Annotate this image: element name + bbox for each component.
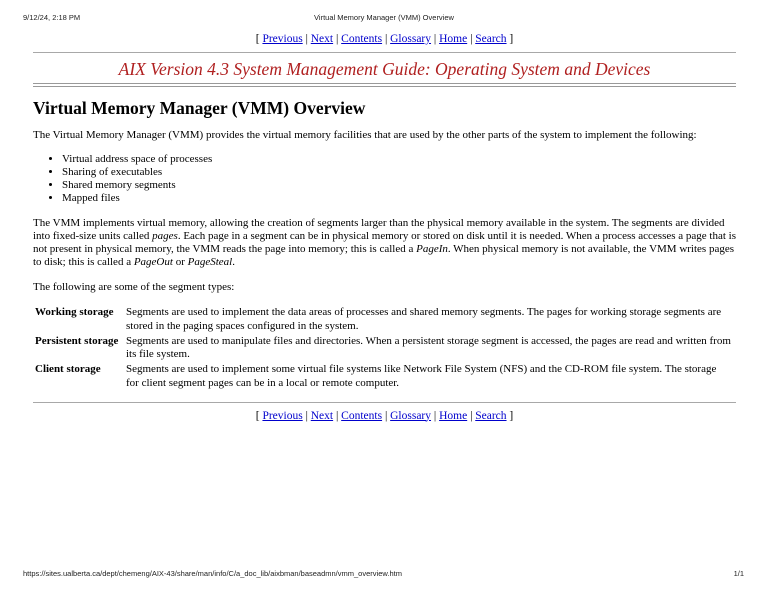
nav-open-bracket: [ (255, 409, 260, 422)
nav-next-link[interactable]: Next (310, 409, 334, 422)
list-item: • Mapped files (62, 192, 736, 205)
intro-paragraph: The Virtual Memory Manager (VMM) provides the virtual memory facilities that are used by the other parts of the system to implement the following: (33, 129, 697, 141)
nav-separator: | (305, 33, 308, 45)
bottom-navigation-bar (33, 409, 736, 424)
vmm-paragraph: The VMM implements virtual memory, allowing the creation of segments larger than the physical memory available in the system. The segments are divided into fixed-size units called pages. Each page in a segment can be in physical memory or stored on disk until it is needed. When a process accesses a page that is not present in physical memory, the VMM reads the page into memory; this is called a PageIn. When physical memory is not available, the VMM writes pages to disk; this is called a PageOut or PageSteal. (33, 217, 736, 268)
print-footer-page-number: 1/1 (733, 569, 744, 578)
nav-search-link[interactable]: Search (475, 33, 507, 45)
segment-types-table (33, 306, 731, 392)
nav-contents-link[interactable]: Contents (341, 33, 383, 45)
nav-close-bracket: ] (509, 33, 514, 45)
list-item: • Shared memory segments (62, 179, 736, 192)
nav-previous-link[interactable]: Previous (262, 409, 303, 422)
page-content (33, 32, 736, 424)
feature-list (33, 153, 736, 205)
top-navigation-bar (33, 32, 736, 47)
nav-previous-link[interactable]: Previous (262, 33, 303, 45)
nav-separator: | (335, 409, 339, 422)
nav-close-bracket: ] (509, 409, 514, 422)
print-header-title: Virtual Memory Manager (VMM) Overview (314, 13, 454, 22)
nav-home-link[interactable]: Home (439, 33, 468, 45)
nav-separator: | (335, 33, 339, 45)
term-pagesteal: PageSteal (187, 256, 233, 268)
table-row (33, 306, 731, 335)
nav-separator: | (384, 33, 388, 45)
nav-separator: | (433, 409, 437, 422)
nav-separator: | (384, 409, 388, 422)
page-title: Virtual Memory Manager (VMM) Overview (33, 98, 366, 118)
nav-separator: | (305, 409, 308, 422)
nav-glossary-link[interactable]: Glossary (390, 33, 432, 45)
term-pageout: PageOut (133, 256, 173, 268)
nav-separator: | (470, 409, 473, 422)
segment-term: Client storage (35, 363, 101, 375)
segment-intro: The following are some of the segment types: (33, 281, 235, 293)
table-row (33, 335, 731, 364)
list-item: • Sharing of executables (62, 166, 736, 179)
segment-term: Persistent storage (35, 334, 119, 347)
nav-next-link[interactable]: Next (310, 33, 334, 45)
segment-definition: Segments are used to implement the data areas of processes and shared memory segments. The pages for working storage segments are stored in the paging spaces configured in the system. (126, 306, 722, 332)
nav-home-link[interactable]: Home (439, 409, 468, 422)
term-pagein: PageIn (416, 243, 448, 255)
nav-glossary-link[interactable]: Glossary (390, 409, 432, 422)
print-footer-url: https://sites.ualberta.ca/dept/chemeng/AIX-43/share/man/info/C/a_doc_lib/aixbman/baseadmn/vmm_overview.htm (23, 569, 402, 578)
table-row (33, 363, 731, 392)
term-pages: pages (152, 230, 178, 242)
print-footer (0, 569, 768, 581)
print-header-datetime: 9/12/24, 2:18 PM (23, 13, 81, 22)
book-title: AIX Version 4.3 System Management Guide: Operating System and Devices (118, 59, 651, 79)
segment-definition: Segments are used to implement some virtual file systems like Network File System (NFS) and the CD-ROM file system. The storage for client segment pages can be in a local or remote computer. (126, 363, 717, 389)
segment-definition: Segments are used to manipulate files and directories. When a persistent storage segment is accessed, the pages are read and written from its file system. (126, 334, 731, 360)
nav-search-link[interactable]: Search (475, 409, 507, 422)
list-item: • Virtual address space of processes (62, 153, 736, 166)
print-header (0, 13, 768, 25)
segment-term: Working storage (35, 306, 114, 318)
nav-contents-link[interactable]: Contents (341, 409, 383, 422)
nav-open-bracket: [ (255, 33, 260, 45)
nav-separator: | (433, 33, 437, 45)
nav-separator: | (470, 33, 473, 45)
